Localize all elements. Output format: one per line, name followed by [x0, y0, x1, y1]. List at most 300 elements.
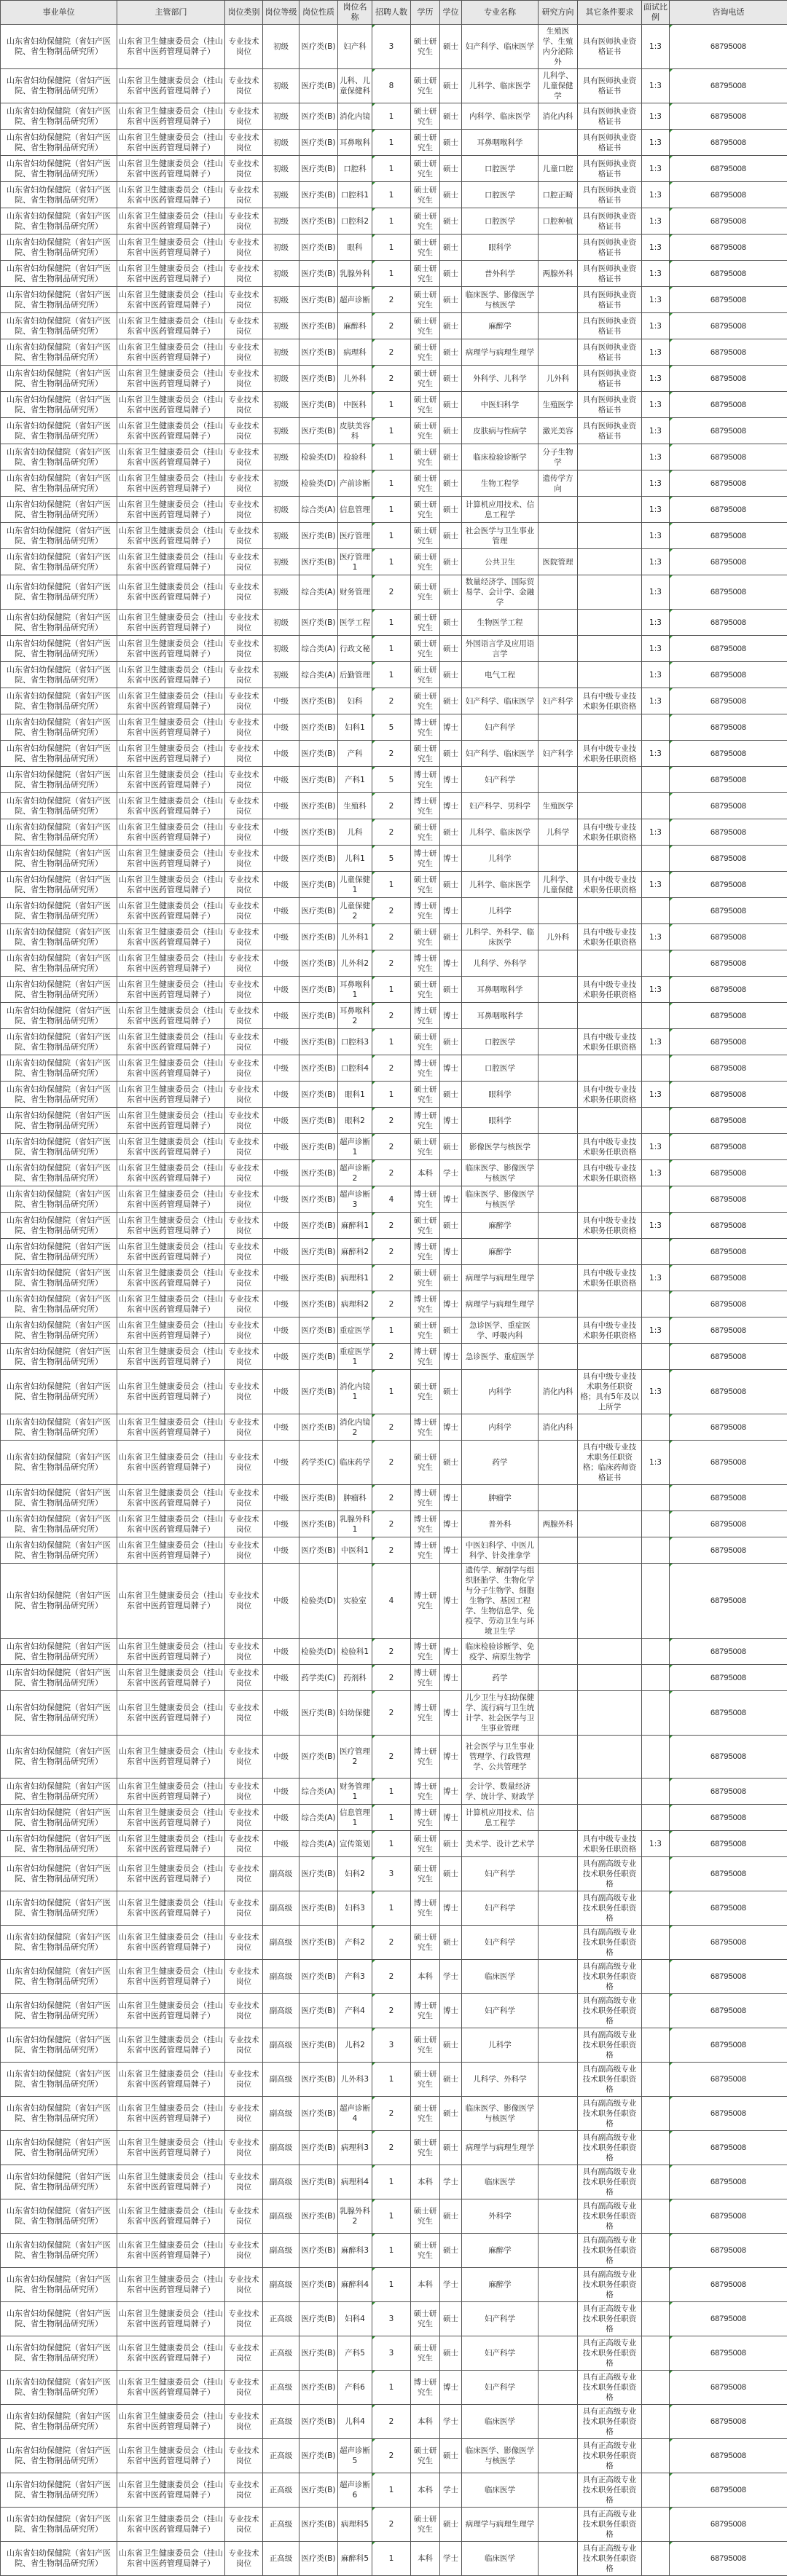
cell-count — [372, 1857, 411, 1891]
cell-count — [372, 1511, 411, 1537]
comment-marker-icon — [372, 1265, 375, 1268]
cell-position-name: 信息管理 — [338, 497, 372, 523]
cell-nature: 医疗类(B) — [299, 287, 338, 313]
cell-category: 专业技术岗位 — [225, 714, 263, 741]
cell-major: 外科学、儿科学 — [462, 366, 539, 392]
cell-interview-ratio — [642, 2302, 670, 2336]
count-value: 2 — [389, 1458, 394, 1467]
cell-direction — [539, 1441, 578, 1485]
cell-position-name: 儿外科2 — [338, 950, 372, 977]
cell-level: 初级 — [263, 208, 299, 235]
cell-phone — [670, 1857, 787, 1891]
cell-other-requirements — [578, 793, 642, 819]
cell-major: 病理学与病理生理学 — [462, 339, 539, 366]
cell-count — [372, 523, 411, 549]
table-row — [1, 767, 787, 793]
cell-major: 妇产科学、临床医学 — [462, 741, 539, 767]
cell-nature: 医疗类(B) — [299, 208, 338, 235]
cell-phone — [670, 1831, 787, 1857]
cell-degree: 硕士 — [440, 523, 462, 549]
cell-dept: 山东省卫生健康委员会（挂山东省中医药管理局牌子） — [117, 366, 225, 392]
table-row — [1, 1691, 787, 1736]
cell-major: 普外科学 — [462, 261, 539, 287]
cell-position-name: 口腔科4 — [338, 1055, 372, 1082]
cell-other-requirements: 具有正高级专业技术职务任职资格 — [578, 2542, 642, 2576]
cell-interview-ratio: 1:3 — [642, 1160, 670, 1186]
cell-unit: 山东省妇幼保健院（省妇产医院、省生物制品研究所） — [1, 662, 117, 688]
comment-marker-icon — [670, 1779, 673, 1781]
comment-marker-icon — [372, 1691, 375, 1694]
cell-education: 博士研究生 — [411, 1994, 440, 2028]
cell-count — [372, 741, 411, 767]
comment-marker-icon — [670, 2165, 673, 2168]
cell-interview-ratio: 1:3 — [642, 103, 670, 130]
cell-nature: 医疗类(B) — [299, 1960, 338, 1994]
cell-category: 专业技术岗位 — [225, 1691, 263, 1736]
comment-marker-icon — [372, 261, 375, 264]
cell-count — [372, 1994, 411, 2028]
phone-value: 68795008 — [710, 2178, 746, 2186]
cell-nature: 医疗类(B) — [299, 25, 338, 69]
cell-dept: 山东省卫生健康委员会（挂山东省中医药管理局牌子） — [117, 2473, 225, 2508]
cell-nature: 医疗类(B) — [299, 392, 338, 418]
cell-level: 中级 — [263, 1186, 299, 1213]
cell-direction — [539, 1805, 578, 1831]
cell-dept: 山东省卫生健康委员会（挂山东省中医药管理局牌子） — [117, 1213, 225, 1239]
phone-value: 68795008 — [710, 479, 746, 488]
cell-nature: 医疗类(B) — [299, 523, 338, 549]
comment-marker-icon — [670, 1691, 673, 1694]
count-value: 2 — [389, 1012, 394, 1020]
cell-count — [372, 1805, 411, 1831]
cell-unit: 山东省妇幼保健院（省妇产医院、省生物制品研究所） — [1, 156, 117, 182]
count-value: 2 — [389, 2109, 394, 2118]
comment-marker-icon — [670, 1960, 673, 1963]
cell-category: 专业技术岗位 — [225, 1003, 263, 1029]
cell-level: 副高级 — [263, 1994, 299, 2028]
phone-value: 68795008 — [710, 2417, 746, 2426]
cell-nature: 医疗类(B) — [299, 261, 338, 287]
cell-major: 妇产科学 — [462, 767, 539, 793]
cell-phone — [670, 103, 787, 130]
table-row — [1, 1186, 787, 1213]
cell-category: 专业技术岗位 — [225, 2439, 263, 2473]
comment-marker-icon — [372, 2542, 375, 2545]
cell-direction — [539, 2405, 578, 2439]
phone-value: 68795008 — [710, 2554, 746, 2563]
cell-nature: 医疗类(B) — [299, 418, 338, 444]
cell-count — [372, 1564, 411, 1639]
phone-value: 68795008 — [710, 138, 746, 147]
comment-marker-icon — [372, 1537, 375, 1540]
cell-phone — [670, 130, 787, 156]
count-value: 2 — [389, 749, 394, 758]
cell-nature: 医疗类(B) — [299, 793, 338, 819]
comment-marker-icon — [670, 1485, 673, 1488]
cell-education: 本科 — [411, 2165, 440, 2199]
count-value: 2 — [389, 1352, 394, 1361]
cell-interview-ratio: 1:3 — [642, 1370, 670, 1414]
cell-major: 眼科学 — [462, 1082, 539, 1108]
cell-interview-ratio: 1:3 — [642, 25, 670, 69]
cell-dept: 山东省卫生健康委员会（挂山东省中医药管理局牌子） — [117, 2131, 225, 2165]
cell-dept: 山东省卫生健康委员会（挂山东省中医药管理局牌子） — [117, 714, 225, 741]
cell-major: 儿科学、临床医学 — [462, 69, 539, 103]
cell-position-name: 医疗管理1 — [338, 549, 372, 575]
cell-nature: 医疗类(B) — [299, 1414, 338, 1441]
cell-nature: 医疗类(B) — [299, 156, 338, 182]
cell-education: 硕士研究生 — [411, 2336, 440, 2371]
cell-phone — [670, 156, 787, 182]
cell-direction: 两腺外科 — [539, 1511, 578, 1537]
cell-category: 专业技术岗位 — [225, 392, 263, 418]
table-row — [1, 846, 787, 872]
comment-marker-icon — [372, 523, 375, 526]
cell-nature: 医疗类(B) — [299, 2473, 338, 2508]
cell-category: 专业技术岗位 — [225, 767, 263, 793]
cell-degree: 博士 — [440, 1665, 462, 1691]
table-row — [1, 662, 787, 688]
cell-interview-ratio — [642, 2439, 670, 2473]
cell-education: 硕士研究生 — [411, 366, 440, 392]
cell-education: 本科 — [411, 1160, 440, 1186]
cell-category: 专业技术岗位 — [225, 287, 263, 313]
comment-marker-icon — [372, 2405, 375, 2408]
cell-position-name: 妇科2 — [338, 1857, 372, 1891]
count-value: 2 — [389, 2006, 394, 2015]
cell-education: 硕士研究生 — [411, 103, 440, 130]
cell-level: 初级 — [263, 130, 299, 156]
phone-value: 68795008 — [710, 1840, 746, 1848]
table-row — [1, 339, 787, 366]
cell-degree: 硕士 — [440, 2336, 462, 2371]
phone-value: 68795008 — [710, 854, 746, 863]
phone-value: 68795008 — [710, 1904, 746, 1913]
cell-position-name: 临床药学 — [338, 1441, 372, 1485]
cell-education: 硕士研究生 — [411, 2097, 440, 2131]
cell-interview-ratio — [642, 1960, 670, 1994]
cell-count — [372, 1291, 411, 1317]
cell-interview-ratio: 1:3 — [642, 208, 670, 235]
comment-marker-icon — [372, 872, 375, 875]
cell-education: 硕士研究生 — [411, 313, 440, 339]
cell-unit: 山东省妇幼保健院（省妇产医院、省生物制品研究所） — [1, 1485, 117, 1511]
cell-degree: 学士 — [440, 2473, 462, 2508]
header-row — [1, 1, 787, 25]
cell-unit: 山东省妇幼保健院（省妇产医院、省生物制品研究所） — [1, 1029, 117, 1055]
count-value: 2 — [389, 1064, 394, 1073]
cell-level: 副高级 — [263, 2028, 299, 2063]
count-value: 1 — [389, 881, 394, 889]
cell-direction — [539, 1186, 578, 1213]
cell-major: 眼科学 — [462, 235, 539, 261]
cell-level: 中级 — [263, 1134, 299, 1160]
phone-value: 68795008 — [710, 1494, 746, 1502]
cell-degree: 硕士 — [440, 2097, 462, 2131]
cell-major: 妇产科学 — [462, 1891, 539, 1926]
cell-interview-ratio — [642, 1926, 670, 1960]
cell-interview-ratio — [642, 2542, 670, 2576]
cell-nature: 医疗类(B) — [299, 1213, 338, 1239]
cell-dept: 山东省卫生健康委员会（挂山东省中医药管理局牌子） — [117, 1441, 225, 1485]
cell-direction: 消化内科 — [539, 1370, 578, 1414]
cell-major: 临床医学 — [462, 2165, 539, 2199]
cell-unit: 山东省妇幼保健院（省妇产医院、省生物制品研究所） — [1, 610, 117, 636]
cell-phone — [670, 182, 787, 208]
cell-count — [372, 444, 411, 470]
cell-major: 妇产科学 — [462, 714, 539, 741]
cell-count — [372, 1029, 411, 1055]
cell-degree: 博士 — [440, 1291, 462, 1317]
cell-unit: 山东省妇幼保健院（省妇产医院、省生物制品研究所） — [1, 339, 117, 366]
cell-major: 病理学与病理生理学 — [462, 1265, 539, 1291]
cell-count — [372, 313, 411, 339]
cell-direction — [539, 2371, 578, 2405]
cell-position-name: 医疗管理2 — [338, 1736, 372, 1779]
cell-level: 初级 — [263, 549, 299, 575]
cell-position-name: 病理科2 — [338, 1291, 372, 1317]
cell-phone — [670, 2542, 787, 2576]
cell-nature: 检验类(D) — [299, 470, 338, 497]
cell-direction — [539, 2268, 578, 2302]
phone-value: 68795008 — [710, 1064, 746, 1073]
cell-category: 专业技术岗位 — [225, 898, 263, 924]
table-row — [1, 392, 787, 418]
cell-level: 中级 — [263, 1564, 299, 1639]
comment-marker-icon — [670, 1003, 673, 1006]
phone-value: 68795008 — [710, 2109, 746, 2118]
cell-category: 专业技术岗位 — [225, 1186, 263, 1213]
col-header-count: 招聘人数 — [372, 1, 411, 25]
cell-count — [372, 1055, 411, 1082]
cell-education: 硕士研究生 — [411, 1926, 440, 1960]
cell-education: 硕士研究生 — [411, 182, 440, 208]
cell-category: 专业技术岗位 — [225, 1441, 263, 1485]
cell-degree: 博士 — [440, 1055, 462, 1082]
comment-marker-icon — [670, 313, 673, 316]
cell-level: 中级 — [263, 846, 299, 872]
cell-dept: 山东省卫生健康委员会（挂山东省中医药管理局牌子） — [117, 1108, 225, 1134]
cell-count — [372, 1082, 411, 1108]
cell-phone — [670, 741, 787, 767]
cell-other-requirements: 具有中级专业技术职务任职资格；临床药师资格证书 — [578, 1441, 642, 1485]
comment-marker-icon — [372, 1857, 375, 1860]
cell-category: 专业技术岗位 — [225, 470, 263, 497]
table-row — [1, 1485, 787, 1511]
cell-phone — [670, 2405, 787, 2439]
cell-nature: 医疗类(B) — [299, 1485, 338, 1511]
cell-major: 内科学 — [462, 1414, 539, 1441]
cell-nature: 综合类(A) — [299, 497, 338, 523]
cell-count — [372, 1213, 411, 1239]
cell-phone — [670, 497, 787, 523]
cell-unit: 山东省妇幼保健院（省妇产医院、省生物制品研究所） — [1, 1441, 117, 1485]
phone-value: 68795008 — [710, 1752, 746, 1761]
cell-direction — [539, 235, 578, 261]
count-value: 1 — [389, 269, 394, 278]
cell-other-requirements: 具有中级专业技术职务任职资格 — [578, 1213, 642, 1239]
cell-position-name: 妇科3 — [338, 1891, 372, 1926]
cell-degree: 硕士 — [440, 610, 462, 636]
cell-other-requirements: 具有副高级专业技术职务任职资格 — [578, 2234, 642, 2268]
count-value: 2 — [389, 1143, 394, 1151]
cell-major: 电气工程 — [462, 662, 539, 688]
cell-direction — [539, 950, 578, 977]
comment-marker-icon — [372, 392, 375, 395]
cell-unit: 山东省妇幼保健院（省妇产医院、省生物制品研究所） — [1, 741, 117, 767]
phone-value: 68795008 — [710, 588, 746, 596]
cell-nature: 医疗类(B) — [299, 1511, 338, 1537]
cell-position-name: 妇产科 — [338, 25, 372, 69]
comment-marker-icon — [670, 610, 673, 613]
cell-other-requirements: 具有医师执业资格证书 — [578, 339, 642, 366]
table-row — [1, 1960, 787, 1994]
cell-position-name: 妇幼保健 — [338, 1691, 372, 1736]
comment-marker-icon — [670, 924, 673, 927]
comment-marker-icon — [372, 549, 375, 552]
comment-marker-icon — [372, 1779, 375, 1781]
cell-other-requirements: 具有中级专业技术职务任职资格 — [578, 1134, 642, 1160]
comment-marker-icon — [670, 1134, 673, 1137]
cell-degree: 学士 — [440, 2268, 462, 2302]
cell-nature: 医疗类(B) — [299, 2028, 338, 2063]
phone-value: 68795008 — [710, 1300, 746, 1309]
cell-count — [372, 339, 411, 366]
cell-nature: 综合类(A) — [299, 575, 338, 610]
cell-position-name: 儿外科 — [338, 366, 372, 392]
cell-count — [372, 1736, 411, 1779]
cell-unit: 山东省妇幼保健院（省妇产医院、省生物制品研究所） — [1, 418, 117, 444]
phone-value: 68795008 — [710, 165, 746, 173]
cell-level: 初级 — [263, 523, 299, 549]
comment-marker-icon — [372, 610, 375, 613]
cell-direction — [539, 1857, 578, 1891]
cell-education: 硕士研究生 — [411, 2131, 440, 2165]
cell-nature: 检验类(D) — [299, 1639, 338, 1665]
cell-phone — [670, 2508, 787, 2542]
cell-degree: 硕士 — [440, 339, 462, 366]
count-value: 8 — [389, 82, 394, 90]
cell-interview-ratio: 1:3 — [642, 287, 670, 313]
cell-direction: 分子生物学 — [539, 444, 578, 470]
cell-nature: 医疗类(B) — [299, 103, 338, 130]
cell-degree: 学士 — [440, 2405, 462, 2439]
cell-major: 口腔医学 — [462, 208, 539, 235]
cell-major: 外科学 — [462, 2199, 539, 2234]
cell-other-requirements: 具有中级专业技术职务任职资格 — [578, 1082, 642, 1108]
cell-interview-ratio — [642, 1485, 670, 1511]
cell-dept: 山东省卫生健康委员会（挂山东省中医药管理局牌子） — [117, 1186, 225, 1213]
cell-unit: 山东省妇幼保健院（省妇产医院、省生物制品研究所） — [1, 2234, 117, 2268]
cell-unit: 山东省妇幼保健院（省妇产医院、省生物制品研究所） — [1, 1213, 117, 1239]
col-header-degree: 学位 — [440, 1, 462, 25]
cell-major: 内科学 — [462, 1370, 539, 1414]
cell-degree: 硕士 — [440, 130, 462, 156]
cell-unit: 山东省妇幼保健院（省妇产医院、省生物制品研究所） — [1, 977, 117, 1003]
comment-marker-icon — [372, 1665, 375, 1668]
cell-dept: 山东省卫生健康委员会（挂山东省中医药管理局牌子） — [117, 418, 225, 444]
cell-nature: 医疗类(B) — [299, 130, 338, 156]
cell-major: 麻醉学 — [462, 1213, 539, 1239]
comment-marker-icon — [372, 1414, 375, 1417]
cell-direction: 消化内科 — [539, 103, 578, 130]
cell-dept: 山东省卫生健康委员会（挂山东省中医药管理局牌子） — [117, 2405, 225, 2439]
cell-major: 口腔医学 — [462, 1029, 539, 1055]
count-value: 2 — [389, 322, 394, 331]
cell-category: 专业技术岗位 — [225, 1564, 263, 1639]
cell-degree: 硕士 — [440, 69, 462, 103]
cell-education: 硕士研究生 — [411, 156, 440, 182]
cell-unit: 山东省妇幼保健院（省妇产医院、省生物制品研究所） — [1, 2302, 117, 2336]
cell-interview-ratio — [642, 1537, 670, 1564]
cell-position-name: 儿科、儿童保健科 — [338, 69, 372, 103]
cell-interview-ratio — [642, 2199, 670, 2234]
cell-count — [372, 1414, 411, 1441]
comment-marker-icon — [670, 2371, 673, 2374]
comment-marker-icon — [670, 662, 673, 665]
cell-dept: 山东省卫生健康委员会（挂山东省中医药管理局牌子） — [117, 1779, 225, 1805]
cell-direction — [539, 1831, 578, 1857]
comment-marker-icon — [372, 2508, 375, 2510]
phone-value: 68795008 — [710, 2075, 746, 2084]
cell-nature: 综合类(A) — [299, 1805, 338, 1831]
cell-interview-ratio — [642, 2473, 670, 2508]
cell-category: 专业技术岗位 — [225, 924, 263, 950]
comment-marker-icon — [372, 1926, 375, 1929]
count-value: 2 — [389, 1221, 394, 1230]
cell-major: 会计学、数量经济学、统计学、财政学 — [462, 1779, 539, 1805]
cell-dept: 山东省卫生健康委员会（挂山东省中医药管理局牌子） — [117, 2439, 225, 2473]
table-row — [1, 1805, 787, 1831]
cell-unit: 山东省妇幼保健院（省妇产医院、省生物制品研究所） — [1, 793, 117, 819]
count-value: 1 — [389, 217, 394, 226]
cell-position-name: 财务管理 — [338, 575, 372, 610]
count-value: 2 — [389, 959, 394, 968]
phone-value: 68795008 — [710, 191, 746, 200]
cell-phone — [670, 1370, 787, 1414]
cell-nature: 综合类(A) — [299, 1779, 338, 1805]
comment-marker-icon — [670, 2097, 673, 2100]
cell-phone — [670, 1537, 787, 1564]
cell-level: 副高级 — [263, 1857, 299, 1891]
table-row — [1, 2542, 787, 2576]
cell-major: 妇产科学 — [462, 2371, 539, 2405]
table-row — [1, 444, 787, 470]
count-value: 1 — [389, 1038, 394, 1047]
table-row — [1, 2028, 787, 2063]
phone-value: 68795008 — [710, 348, 746, 357]
count-value: 2 — [389, 802, 394, 811]
comment-marker-icon — [670, 497, 673, 500]
cell-major: 耳鼻咽喉科学 — [462, 977, 539, 1003]
cell-category: 专业技术岗位 — [225, 130, 263, 156]
cell-degree: 博士 — [440, 1003, 462, 1029]
cell-other-requirements — [578, 1414, 642, 1441]
cell-other-requirements — [578, 1344, 642, 1370]
cell-category: 专业技术岗位 — [225, 846, 263, 872]
cell-nature: 医疗类(B) — [299, 767, 338, 793]
cell-level: 中级 — [263, 1831, 299, 1857]
cell-interview-ratio — [642, 2165, 670, 2199]
phone-value: 68795008 — [710, 645, 746, 653]
cell-dept: 山东省卫生健康委员会（挂山东省中医药管理局牌子） — [117, 2508, 225, 2542]
cell-count — [372, 1186, 411, 1213]
comment-marker-icon — [372, 1134, 375, 1137]
cell-direction — [539, 1239, 578, 1265]
phone-value: 68795008 — [710, 671, 746, 680]
cell-nature: 医疗类(B) — [299, 819, 338, 846]
comment-marker-icon — [670, 2405, 673, 2408]
